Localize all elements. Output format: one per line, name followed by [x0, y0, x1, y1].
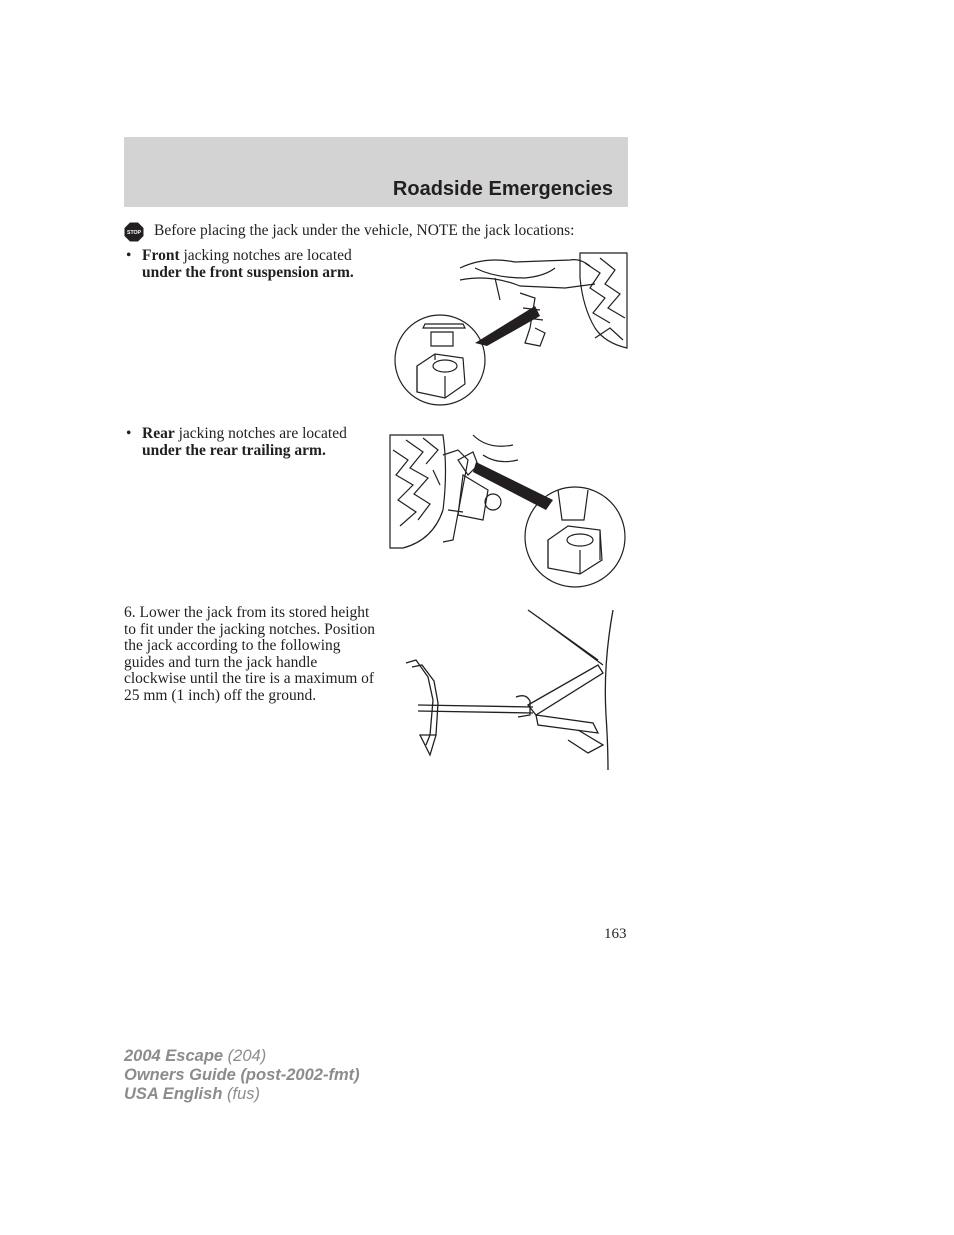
footer-model: 2004 Escape — [124, 1047, 224, 1065]
bullet-dot: • — [126, 247, 132, 264]
footer-model-code: (204) — [223, 1047, 267, 1065]
bullet-lead: Front — [142, 247, 180, 264]
bullet-text: jacking notches are located — [179, 247, 352, 264]
footer-guide: Owners Guide (post-2002-fmt) — [124, 1066, 360, 1084]
jack-handle-illustration — [398, 605, 623, 775]
footer-language-code: (fus) — [222, 1085, 260, 1103]
footer-language: USA English — [124, 1085, 223, 1103]
stop-icon — [124, 222, 144, 242]
bullet-dot: • — [126, 425, 132, 442]
front-jack-illustration — [395, 248, 630, 413]
bullet-bold-tail: under the rear trailing arm. — [142, 441, 326, 459]
bullet-bold-tail: under the front suspension arm. — [142, 263, 354, 281]
bullet-lead: Rear — [142, 425, 175, 442]
rear-jack-illustration — [388, 430, 628, 590]
document-footer — [124, 1047, 360, 1104]
bullet-front — [124, 248, 379, 308]
bullet-text: jacking notches are located — [174, 425, 347, 442]
section-header-band — [124, 137, 628, 207]
stop-icon-label: STOP — [126, 230, 142, 236]
bullet-rear — [124, 426, 379, 466]
note-text: Before placing the jack under the vehicle, NOTE the jack locations: — [154, 222, 575, 239]
section-title: Roadside Emergencies — [392, 178, 613, 200]
step-6-text: 6. Lower the jack from its stored height to fit under the jacking notches. Position the jack according to the following guides and turn the jack handle clockwise until the tire is a maximum of 25 mm (1 inch) off the ground. — [124, 604, 375, 704]
page-number: 163 — [604, 926, 627, 942]
